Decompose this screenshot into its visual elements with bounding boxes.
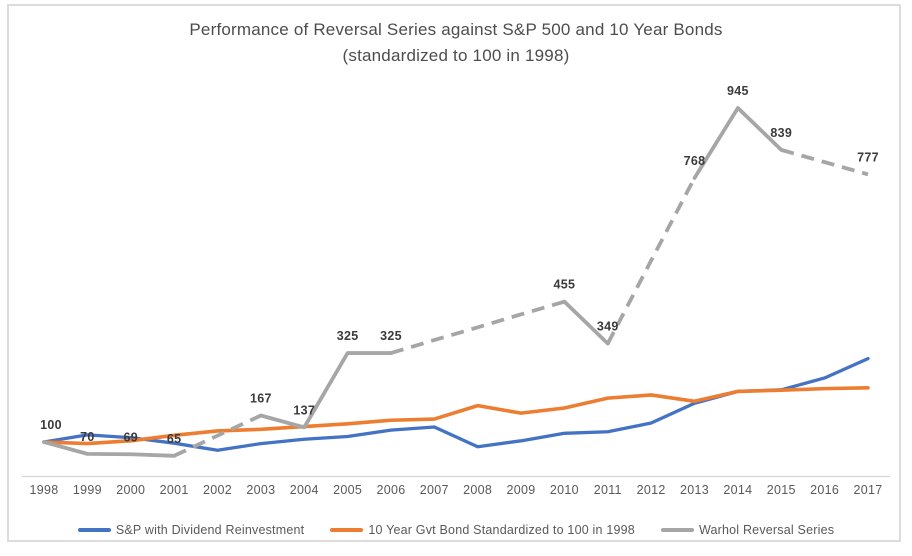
legend-label-ten-year-gvt-bond: 10 Year Gvt Bond Standardized to 100 in 1998 bbox=[368, 523, 635, 537]
data-label: 325 bbox=[336, 329, 359, 344]
data-label: 100 bbox=[40, 418, 62, 432]
data-label: 325 bbox=[380, 329, 402, 344]
x-axis-tick-label: 2001 bbox=[159, 483, 189, 497]
data-label: 777 bbox=[857, 150, 879, 165]
x-axis-tick-label: 2016 bbox=[810, 483, 840, 497]
data-label: 65 bbox=[166, 431, 182, 446]
legend-item-warhol-reversal-series bbox=[661, 523, 834, 537]
data-label: 455 bbox=[553, 277, 576, 292]
legend-label-sp500-dividend-reinvestment: S&P with Dividend Reinvestment bbox=[115, 523, 305, 537]
series-line-warhol-reversal-series-dashed bbox=[781, 150, 868, 175]
x-axis-tick-label: 2010 bbox=[549, 483, 579, 497]
data-label: 167 bbox=[249, 391, 272, 406]
x-axis-tick-label: 1999 bbox=[72, 483, 102, 497]
data-label: 137 bbox=[293, 403, 316, 418]
legend bbox=[0, 520, 912, 540]
series-line-warhol-reversal-series-solid bbox=[695, 108, 782, 178]
legend-item-sp500-dividend-reinvestment bbox=[78, 523, 305, 537]
legend-swatch-warhol-reversal-series bbox=[661, 528, 694, 533]
x-axis-tick-label: 2011 bbox=[593, 483, 622, 497]
x-axis-tick-label: 2006 bbox=[376, 483, 406, 497]
x-axis-tick-label: 2005 bbox=[333, 483, 363, 497]
x-axis-tick-label: 2003 bbox=[246, 483, 276, 497]
data-label: 349 bbox=[596, 319, 619, 334]
x-axis-tick-label: 1998 bbox=[29, 483, 59, 497]
x-axis-tick-label: 2004 bbox=[289, 483, 319, 497]
x-axis-tick-label: 2015 bbox=[766, 483, 796, 497]
data-label: 945 bbox=[727, 83, 749, 98]
x-axis-tick-label: 2009 bbox=[506, 483, 536, 497]
data-label: 70 bbox=[80, 429, 95, 444]
chart-title: Performance of Reversal Series against S&P 500 and 10 Year Bonds bbox=[189, 20, 723, 39]
x-axis-tick-label: 2017 bbox=[853, 483, 883, 497]
x-axis-tick-label: 2008 bbox=[463, 483, 493, 497]
data-label: 768 bbox=[683, 153, 706, 168]
x-axis-tick-label: 2013 bbox=[680, 483, 710, 497]
chart-subtitle: (standardized to 100 in 1998) bbox=[342, 46, 570, 66]
legend-swatch-sp500-dividend-reinvestment bbox=[78, 528, 111, 533]
legend-swatch-ten-year-gvt-bond bbox=[330, 528, 363, 533]
series-line-warhol-reversal-series-dashed bbox=[608, 178, 695, 344]
data-label: 839 bbox=[770, 125, 793, 140]
x-axis-tick-label: 2000 bbox=[116, 483, 146, 497]
x-axis-tick-label: 2002 bbox=[202, 483, 232, 497]
series-line-warhol-reversal-series-dashed bbox=[391, 302, 564, 353]
x-axis-tick-label: 2012 bbox=[636, 483, 666, 497]
legend-label-warhol-reversal-series: Warhol Reversal Series bbox=[698, 523, 835, 537]
data-label: 69 bbox=[123, 430, 138, 445]
x-axis-tick-label: 2007 bbox=[419, 483, 449, 497]
x-axis-tick-label: 2014 bbox=[723, 483, 753, 497]
legend-item-ten-year-gvt-bond bbox=[330, 523, 635, 537]
series-line-warhol-reversal-series-solid bbox=[261, 353, 391, 427]
